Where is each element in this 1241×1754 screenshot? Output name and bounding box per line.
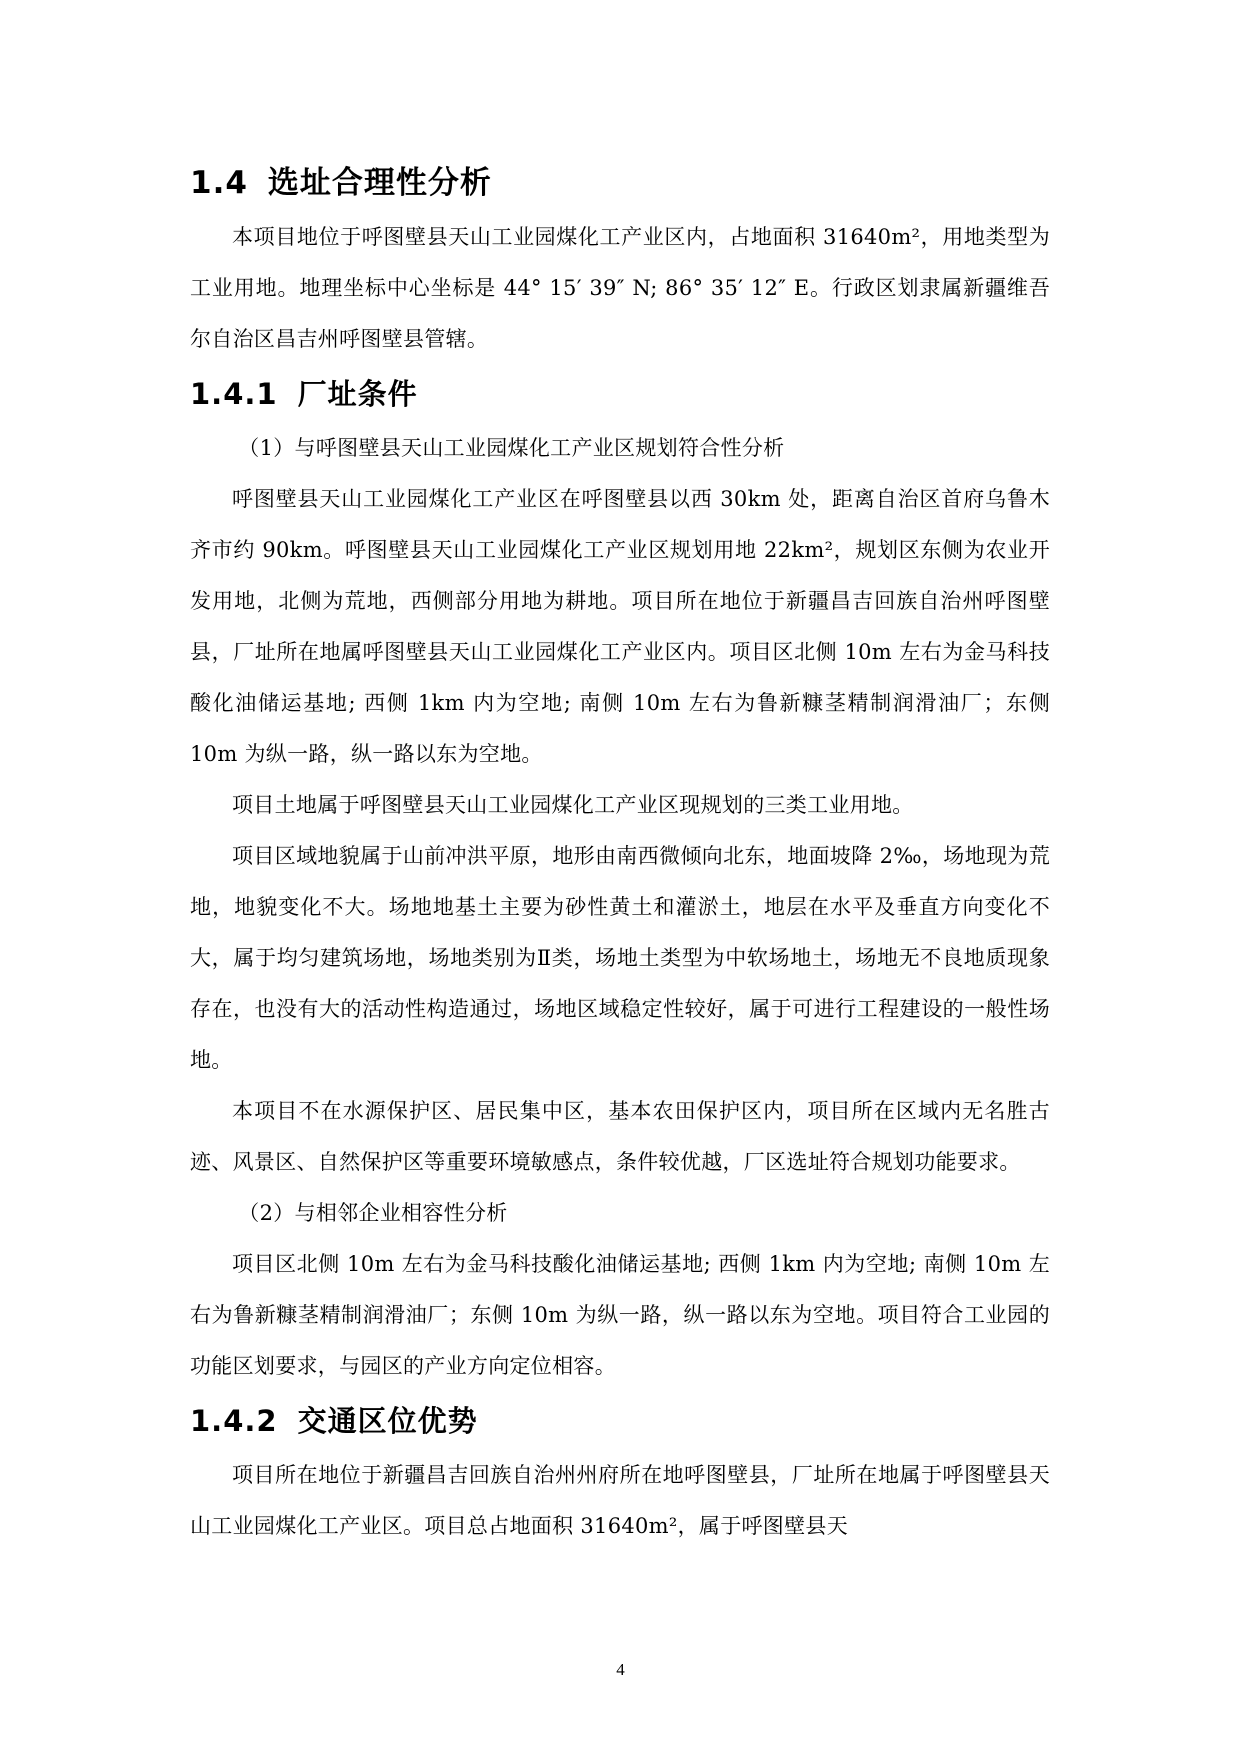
- section-heading-1-4-2: [190, 1396, 1050, 1446]
- subsection-title: （2）与相邻企业相容性分析: [238, 1201, 508, 1225]
- section-number: 1.4.1: [190, 377, 278, 411]
- paragraph: 本项目地位于呼图壁县天山工业园煤化工产业区内，占地面积 31640m²，用地类型为工业用地。地理坐标中心坐标是 44° 15′ 39″ N; 86° 35′ 12″ E。行政区划隶属新疆维吾尔自治区昌吉州呼图壁县管辖。: [190, 225, 1050, 351]
- section-title: 厂址条件: [297, 377, 418, 411]
- paragraph: 本项目不在水源保护区、居民集中区，基本农田保护区内，项目所在区域内无名胜古迹、风景区、自然保护区等重要环境敏感点，条件较优越，厂区选址符合规划功能要求。: [190, 1099, 1050, 1174]
- section-title: 交通区位优势: [297, 1404, 478, 1438]
- subsection-title: （1）与呼图壁县天山工业园煤化工产业区规划符合性分析: [238, 436, 785, 460]
- page-number: 4: [616, 1660, 625, 1679]
- section-heading-1-4-1: [190, 369, 1050, 419]
- paragraph: 项目土地属于呼图壁县天山工业园煤化工产业区现规划的三类工业用地。: [232, 793, 914, 817]
- paragraph: 呼图壁县天山工业园煤化工产业区在呼图壁县以西 30km 处，距离自治区首府乌鲁木齐市约 90km。呼图壁县天山工业园煤化工产业区规划用地 22km²，规划区东侧为农业开发用地，北侧为荒地，西侧部分用地为耕地。项目所在地位于新疆昌吉回族自治州呼图壁县，厂址所在地属呼图壁县天山工业园煤化工产业区内。项目区北侧 10m 左右为金马科技酸化油储运基地; 西侧 1km 内为空地; 南侧 10m 左右为鲁新糠茎精制润滑油厂；东侧 10m 为纵一路，纵一路以东为空地。: [190, 487, 1050, 766]
- page-content: [190, 158, 1050, 1552]
- paragraph: 项目区北侧 10m 左右为金马科技酸化油储运基地; 西侧 1km 内为空地; 南侧 10m 左右为鲁新糠茎精制润滑油厂；东侧 10m 为纵一路，纵一路以东为空地。项目符合工业园的功能区划要求，与园区的产业方向定位相容。: [190, 1252, 1050, 1378]
- section-heading-1-4: [190, 158, 1050, 208]
- paragraph: 项目区域地貌属于山前冲洪平原，地形由南西微倾向北东，地面坡降 2‰，场地现为荒地，地貌变化不大。场地地基土主要为砂性黄土和灌淤土，地层在水平及垂直方向变化不大，属于均匀建筑场地，场地类别为Ⅱ类，场地土类型为中软场地土，场地无不良地质现象存在，也没有大的活动性构造通过，场地区域稳定性较好，属于可进行工程建设的一般性场地。: [190, 844, 1050, 1072]
- section-number: 1.4.2: [190, 1404, 278, 1438]
- paragraph: 项目所在地位于新疆昌吉回族自治州州府所在地呼图壁县，厂址所在地属于呼图壁县天山工业园煤化工产业区。项目总占地面积 31640m²，属于呼图壁县天: [190, 1463, 1050, 1538]
- section-title: 选址合理性分析: [267, 165, 492, 201]
- section-number: 1.4: [190, 165, 248, 201]
